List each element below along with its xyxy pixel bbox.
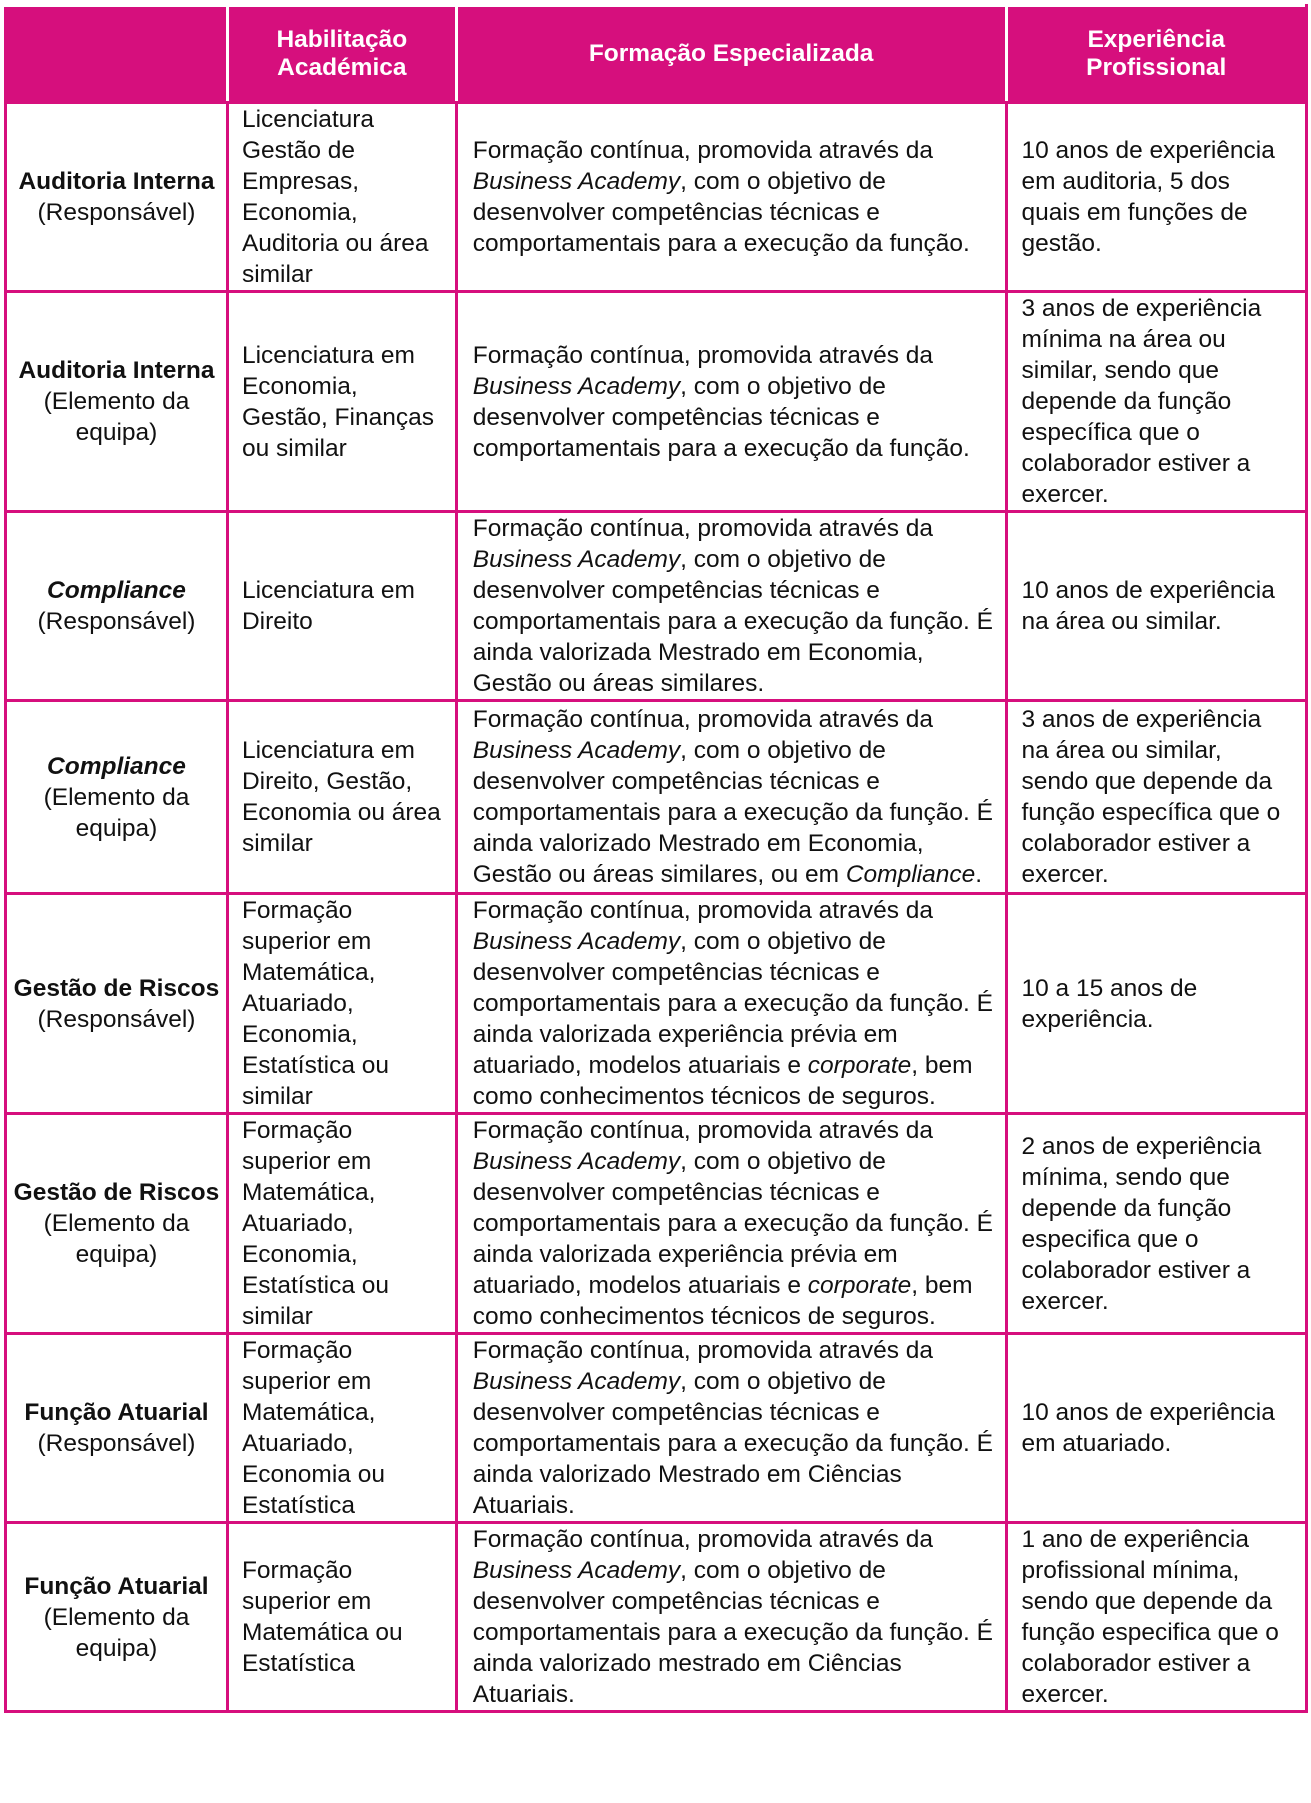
formacao-cell xyxy=(456,1334,1006,1523)
formacao-extra: É ainda valorizada experiência prévia em atuariado, modelos atuariais e xyxy=(472,1210,993,1299)
function-role: (Responsável) xyxy=(37,608,196,635)
formacao-suffix: , com o objetivo de desenvolver competências técnicas e comportamentais para a execução da função. xyxy=(472,1148,970,1237)
function-role: (Responsável) xyxy=(37,1430,196,1457)
function-name: Compliance xyxy=(47,577,186,604)
table-row xyxy=(6,512,1307,701)
formacao-academy: Business Academy xyxy=(472,1557,681,1584)
header-experiencia-line1: Experiência xyxy=(1087,26,1226,53)
function-name: Função Atuarial xyxy=(24,1572,209,1600)
formacao-cell xyxy=(456,292,1006,512)
formacao-cell xyxy=(456,1114,1006,1334)
habilitacao-cell: Licenciatura Gestão de Empresas, Economia, Auditoria ou área similar xyxy=(227,103,456,292)
formacao-extra-italic: corporate xyxy=(807,1272,912,1299)
formacao-cell xyxy=(456,1523,1006,1712)
formacao-extra-italic: corporate xyxy=(807,1052,912,1079)
experiencia-cell: 1 ano de experiência profissional mínima, sendo que depende da função especifica que o colaborador estiver a exercer. xyxy=(1006,1523,1307,1712)
header-habilitacao-line2: Académica xyxy=(277,54,407,81)
function-name: Auditoria Interna xyxy=(18,168,215,195)
formacao-suffix: , com o objetivo de desenvolver competências técnicas e comportamentais para a execução da função. xyxy=(472,737,970,826)
experiencia-cell: 10 a 15 anos de experiência. xyxy=(1006,894,1307,1114)
habilitacao-cell: Formação superior em Matemática, Atuariado, Economia, Estatística ou similar xyxy=(227,894,456,1114)
function-cell xyxy=(6,292,228,512)
formacao-academy: Business Academy xyxy=(472,1148,681,1175)
experiencia-cell: 3 anos de experiência na área ou similar, sendo que depende da função específica que o colaborador estiver a exercer. xyxy=(1006,701,1307,894)
function-role: (Elemento da equipa) xyxy=(43,388,190,446)
formacao-academy: Business Academy xyxy=(472,737,681,764)
function-cell xyxy=(6,512,228,701)
formacao-extra-italic: Compliance xyxy=(845,861,976,888)
formacao-suffix: , com o objetivo de desenvolver competências técnicas e comportamentais para a execução da função. xyxy=(472,372,970,462)
formacao-prefix: Formação contínua, promovida através da xyxy=(472,1337,934,1364)
experiencia-cell: 2 anos de experiência mínima, sendo que depende da função especifica que o colaborador estiver a exercer. xyxy=(1006,1114,1307,1334)
formacao-cell xyxy=(456,701,1006,894)
function-name: Compliance xyxy=(47,752,186,780)
formacao-extra: É ainda valorizada Mestrado em Economia, Gestão ou áreas similares. xyxy=(472,608,993,697)
formacao-suffix: , com o objetivo de desenvolver competências técnicas e comportamentais para a execução da função. xyxy=(472,1368,970,1457)
formacao-suffix: , com o objetivo de desenvolver competências técnicas e comportamentais para a execução da função. xyxy=(472,168,970,257)
formacao-prefix: Formação contínua, promovida através da xyxy=(472,1526,934,1553)
function-role: (Elemento da equipa) xyxy=(43,1210,190,1268)
table-row xyxy=(6,894,1307,1114)
function-cell xyxy=(6,103,228,292)
formacao-extra: É ainda valorizado mestrado em Ciências Atuariais. xyxy=(472,1619,993,1708)
header-experiencia-line2: Profissional xyxy=(1086,54,1227,81)
formacao-academy: Business Academy xyxy=(472,168,681,195)
function-cell xyxy=(6,1523,228,1712)
function-name: Função Atuarial xyxy=(24,1399,209,1426)
formacao-extra-end: . xyxy=(975,861,983,888)
formacao-academy: Business Academy xyxy=(472,1368,681,1395)
formacao-prefix: Formação contínua, promovida através da xyxy=(472,706,934,733)
formacao-suffix: , com o objetivo de desenvolver competências técnicas e comportamentais para a execução da função. xyxy=(472,1557,970,1646)
qualifications-table xyxy=(4,4,1308,1713)
function-name: Gestão de Riscos xyxy=(13,974,220,1002)
function-cell xyxy=(6,894,228,1114)
function-role: (Responsável) xyxy=(37,199,196,226)
function-role: (Responsável) xyxy=(37,1005,196,1033)
header-experiencia xyxy=(1006,6,1307,103)
function-cell xyxy=(6,1114,228,1334)
header-habilitacao xyxy=(227,6,456,103)
header-habilitacao-line1: Habilitação xyxy=(276,26,408,53)
table-row xyxy=(6,1334,1307,1523)
formacao-prefix: Formação contínua, promovida através da xyxy=(472,137,934,164)
formacao-extra: É ainda valorizada experiência prévia em atuariado, modelos atuariais e xyxy=(472,990,993,1079)
formacao-suffix: , com o objetivo de desenvolver competências técnicas e comportamentais para a execução da função. xyxy=(472,928,970,1017)
formacao-prefix: Formação contínua, promovida através da xyxy=(472,515,934,542)
formacao-academy: Business Academy xyxy=(472,372,681,400)
table-header-row xyxy=(6,6,1307,103)
formacao-extra-end: , bem como conhecimentos técnicos de seguros. xyxy=(472,1052,973,1110)
habilitacao-cell: Formação superior em Matemática ou Estatística xyxy=(227,1523,456,1712)
formacao-extra-end: , bem como conhecimentos técnicos de seguros. xyxy=(472,1272,973,1330)
formacao-prefix: Formação contínua, promovida através da xyxy=(472,1117,934,1144)
formacao-academy: Business Academy xyxy=(472,546,681,573)
table-row xyxy=(6,1523,1307,1712)
formacao-suffix: , com o objetivo de desenvolver competências técnicas e comportamentais para a execução da função. xyxy=(472,546,970,635)
function-cell xyxy=(6,1334,228,1523)
formacao-cell xyxy=(456,512,1006,701)
table-row xyxy=(6,292,1307,512)
function-role: (Elemento da equipa) xyxy=(43,783,190,842)
habilitacao-cell: Licenciatura em Direito xyxy=(227,512,456,701)
experiencia-cell: 3 anos de experiência mínima na área ou similar, sendo que depende da função específica que o colaborador estiver a exercer. xyxy=(1006,292,1307,512)
header-corner-cell xyxy=(6,6,228,103)
function-name: Gestão de Riscos xyxy=(13,1179,220,1206)
table-row xyxy=(6,103,1307,292)
function-cell xyxy=(6,701,228,894)
experiencia-cell: 10 anos de experiência em auditoria, 5 dos quais em funções de gestão. xyxy=(1006,103,1307,292)
function-name: Auditoria Interna xyxy=(18,357,215,384)
formacao-extra: É ainda valorizado Mestrado em Ciências Atuariais. xyxy=(472,1430,993,1519)
table-row xyxy=(6,701,1307,894)
table-body xyxy=(6,103,1307,1712)
header-formacao: Formação Especializada xyxy=(456,6,1006,103)
formacao-cell xyxy=(456,103,1006,292)
formacao-cell xyxy=(456,894,1006,1114)
function-role: (Elemento da equipa) xyxy=(43,1603,190,1662)
formacao-academy: Business Academy xyxy=(472,928,681,955)
habilitacao-cell: Licenciatura em Economia, Gestão, Finanças ou similar xyxy=(227,292,456,512)
habilitacao-cell: Licenciatura em Direito, Gestão, Economia ou área similar xyxy=(227,701,456,894)
experiencia-cell: 10 anos de experiência em atuariado. xyxy=(1006,1334,1307,1523)
formacao-extra: É ainda valorizado Mestrado em Economia, Gestão ou áreas similares, ou em xyxy=(472,799,993,888)
experiencia-cell: 10 anos de experiência na área ou similar. xyxy=(1006,512,1307,701)
habilitacao-cell: Formação superior em Matemática, Atuariado, Economia, Estatística ou similar xyxy=(227,1114,456,1334)
habilitacao-cell: Formação superior em Matemática, Atuariado, Economia ou Estatística xyxy=(227,1334,456,1523)
formacao-prefix: Formação contínua, promovida através da xyxy=(472,897,934,924)
formacao-prefix: Formação contínua, promovida através da xyxy=(472,341,934,369)
table-row xyxy=(6,1114,1307,1334)
